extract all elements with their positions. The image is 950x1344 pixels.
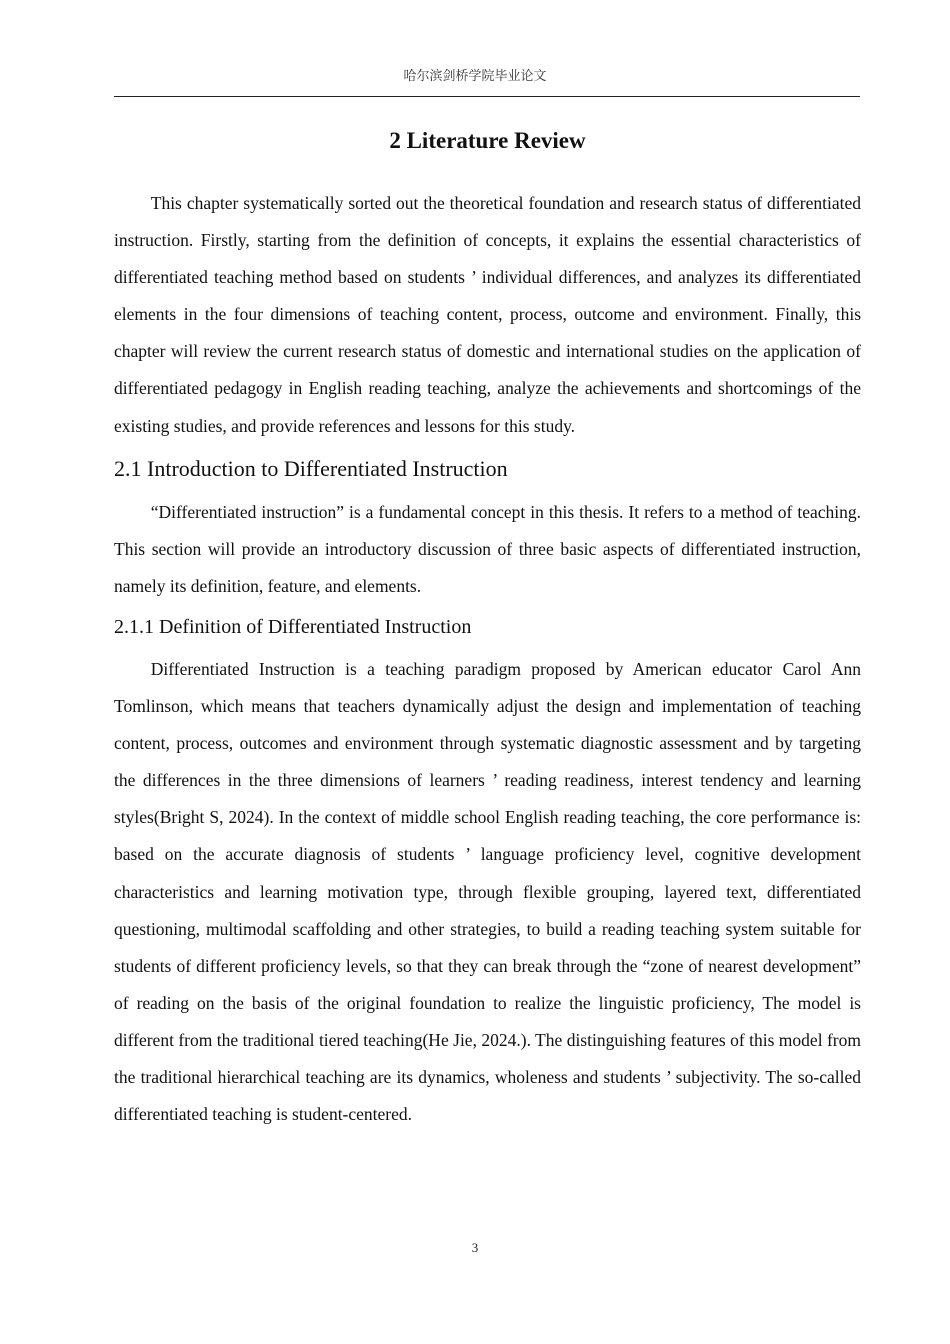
page-number: 3 — [471, 1240, 479, 1255]
page-body — [114, 120, 861, 1133]
section-2-1-1-heading: 2.1.1 Definition of Differentiated Instruction — [114, 615, 472, 638]
header-divider — [114, 96, 860, 97]
chapter-intro-paragraph: This chapter systematically sorted out the theoretical foundation and research status of differentiated instruction. Firstly, starting from the definition of concepts, it explains the essential characteristics of differentiated teaching method based on students ’ individual differences, and analyzes its differentiated elements in the four dimensions of teaching content, process, outcome and environment. Finally, this chapter will review the current research status of domestic and international studies on the application of differentiated pedagogy in English reading teaching, analyze the achievements and shortcomings of the existing studies, and provide references and lessons for this study. — [114, 193, 861, 436]
section-2-1-1-paragraph: Differentiated Instruction is a teaching paradigm proposed by American educator Carol Ann Tomlinson, which means that teachers dynamically adjust the design and implementation of teaching content, process, outcomes and environment through systematic diagnostic assessment and by targeting the differences in the three dimensions of learners ’ reading readiness, interest tendency and learning styles(Bright S, 2024). In the context of middle school English reading teaching, the core performance is: based on the accurate diagnosis of students ’ language proficiency level, cognitive development characteristics and learning motivation type, through flexible grouping, layered text, differentiated questioning, multimodal scaffolding and other strategies, to build a reading teaching system suitable for students of different proficiency levels, so that they can break through the “zone of nearest development” of reading on the basis of the original foundation to realize the linguistic proficiency, The model is different from the traditional tiered teaching(He Jie, 2024.). The distinguishing features of this model from the traditional hierarchical teaching are its dynamics, wholeness and students ’ subjectivity. The so-called differentiated teaching is student-centered. — [114, 658, 861, 1125]
page-header-title: 哈尔滨剑桥学院毕业论文 — [403, 69, 547, 84]
section-2-1-heading: 2.1 Introduction to Differentiated Instruction — [114, 455, 508, 481]
section-2-1-paragraph: “Differentiated instruction” is a fundamental concept in this thesis. It refers to a method of teaching. This section will provide an introductory discussion of three basic aspects of differentiated instruction, namely its definition, feature, and elements. — [114, 501, 861, 596]
chapter-title: 2 Literature Review — [389, 128, 586, 153]
